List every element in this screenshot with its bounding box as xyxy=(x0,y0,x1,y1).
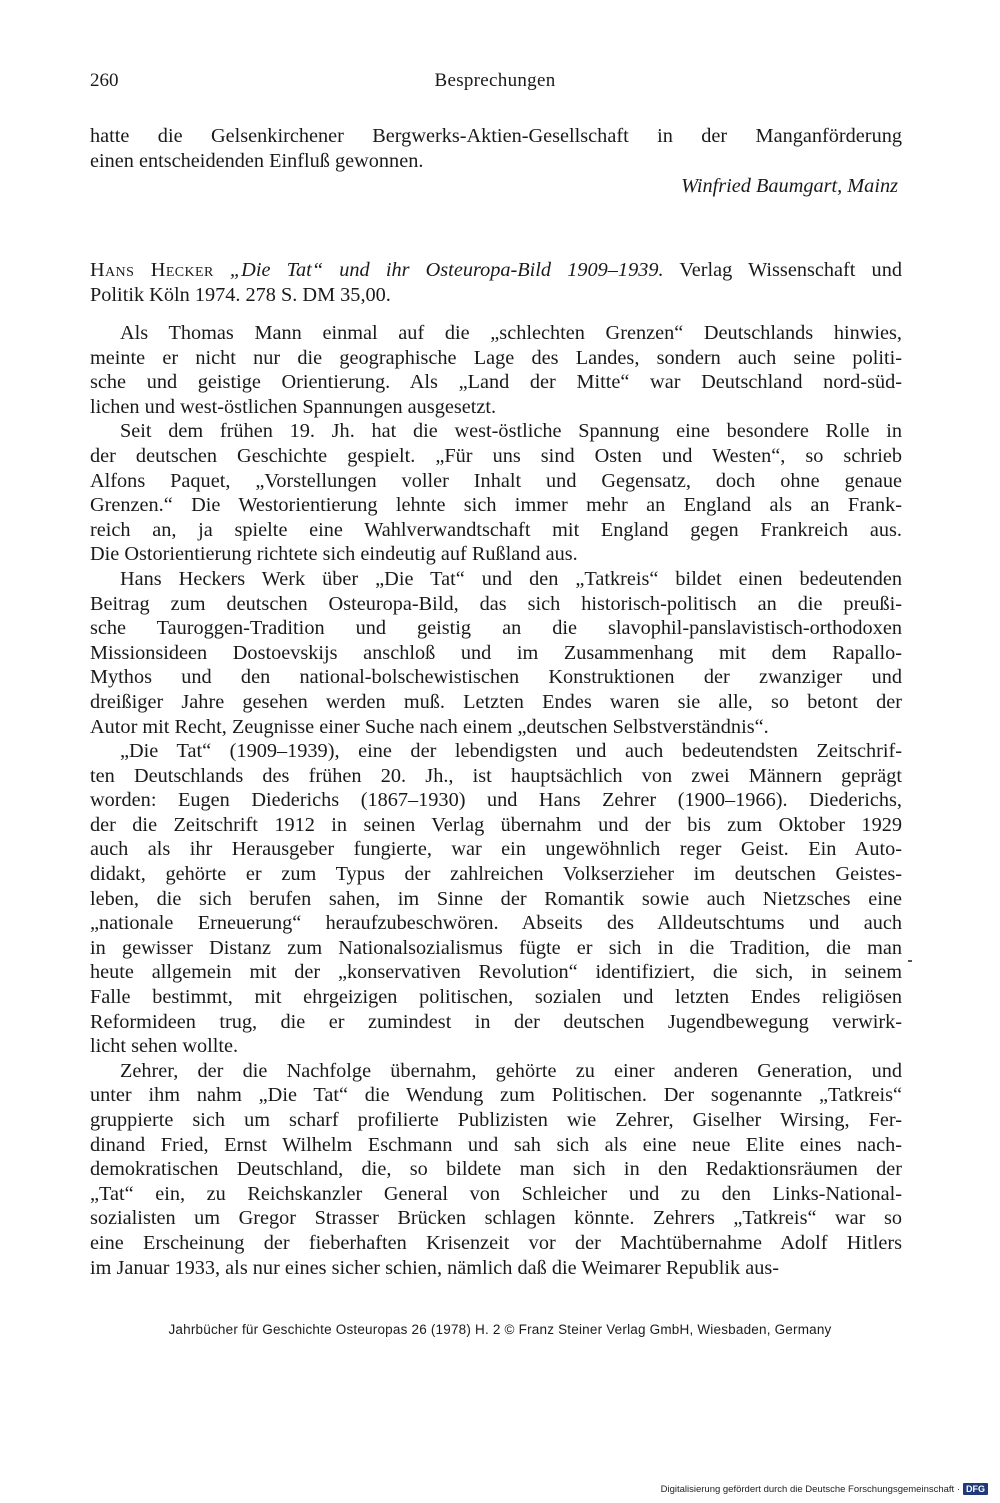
heading-line-2: Politik Köln 1974. 278 S. DM 35,00. xyxy=(90,283,391,306)
text-line: reich an, ja spielte eine Wahlverwandtschaft mit England gegen Frankreich aus. xyxy=(90,518,902,541)
text-line: leben, die sich berufen sahen, im Sinne der Romantik sowie auch Nietzsches eine xyxy=(90,887,902,910)
text-line: auch als ihr Herausgeber fungierte, war ein ungewöhnlich reger Geist. Ein Auto- xyxy=(90,838,902,861)
previous-review-ending xyxy=(90,124,902,173)
text-line: didakt, gehörte er zum Typus der zahlreichen Volkserzieher im deutschen Geistes- xyxy=(90,863,902,886)
text-line: dreißiger Jahre gesehen werden muß. Letzten Endes waren sie alle, so betont der xyxy=(90,690,902,713)
text-line: demokratischen Deutschland, die, so bildete man sich in den Redaktionsräumen der xyxy=(90,1158,902,1181)
text-line: „Tat“ ein, zu Reichskanzler General von Schleicher und zu den Links-National- xyxy=(90,1182,902,1205)
dfg-logo: DFG xyxy=(963,1483,988,1495)
heading-line-1 xyxy=(90,258,902,283)
text-line: der die Zeitschrift 1912 in seinen Verlag übernahm und der bis zum Oktober 1929 xyxy=(90,813,902,836)
text-line: meinte er nicht nur die geographische Lage des Landes, sondern auch seine politi- xyxy=(90,346,902,369)
text-line: Missionsideen Dostoevskijs anschloß und im Zusammenhang mit dem Rapallo- xyxy=(90,641,902,664)
text-line: in gewisser Distanz zum Nationalsozialismus fügte er sich in die Tradition, die man xyxy=(90,936,902,959)
margin-mark xyxy=(908,960,912,962)
text-line: Alfons Paquet, „Vorstellungen voller Inhalt und Gegensatz, doch ohne genaue xyxy=(90,469,902,492)
text-line: Die Ostorientierung richtete sich eindeutig auf Rußland aus. xyxy=(90,543,578,566)
text-line: Falle bestimmt, mit ehrgeizigen politischen, sozialen und letzten Endes religiösen xyxy=(90,986,902,1009)
text-line: „Die Tat“ (1909–1939), eine der lebendigsten und auch bedeutendsten Zeitschrif- xyxy=(120,740,902,763)
text-line: Grenzen.“ Die Westorientierung lehnte sich immer mehr an England als an Frank- xyxy=(90,494,902,517)
paragraph xyxy=(90,419,902,567)
text-line: Als Thomas Mann einmal auf die „schlechten Grenzen“ Deutschlands hinwies, xyxy=(120,322,902,344)
journal-citation: Jahrbücher für Geschichte Osteuropas 26 (1978) H. 2 © Franz Steiner Verlag GmbH, Wiesbaden, Germany xyxy=(168,1322,832,1337)
text-line: sche Tauroggen-Tradition und geistig an die slavophil-panslavistisch-orthodoxen xyxy=(90,617,902,640)
text-line: unter ihm nahm „Die Tat“ die Wendung zum Politischen. Der sogenannte „Tatkreis“ xyxy=(90,1084,902,1107)
paragraph xyxy=(90,1059,902,1280)
text-line: „nationale Erneuerung“ heraufzubeschwören. Abseits des Alldeutschtums und auch xyxy=(90,912,902,935)
text-line: heute allgemein mit der „konservativen Revolution“ identifiziert, die sich, in seinem xyxy=(90,961,902,984)
dfg-notice-text: Digitalisierung gefördert durch die Deutsche Forschungsgemeinschaft · xyxy=(660,1483,960,1495)
text-line: Zehrer, der die Nachfolge übernahm, gehörte zu einer anderen Generation, und xyxy=(120,1059,902,1082)
text-line: im Januar 1933, als nur eines sicher schien, nämlich daß die Weimarer Republik aus- xyxy=(90,1256,780,1279)
text-line: Beitrag zum deutschen Osteuropa-Bild, das sich historisch-politisch an die preußi- xyxy=(90,592,902,615)
text-line: Reformideen trug, die er zumindest in der deutschen Jugendbewegung verwirk- xyxy=(90,1010,902,1033)
text-line: gruppierte sich um scharf profilierte Publizisten wie Zehrer, Giselher Wirsing, Fer- xyxy=(90,1109,902,1131)
text-line: lichen und west-östlichen Spannungen ausgesetzt. xyxy=(90,395,497,418)
text-line: licht sehen wollte. xyxy=(90,1035,239,1058)
review-body xyxy=(90,321,902,1280)
review-author: Hans Hecker xyxy=(90,259,214,281)
paragraph xyxy=(90,567,902,739)
paragraph xyxy=(90,739,902,1059)
book-title: „Die Tat“ und ihr Osteuropa-Bild 1909–1939. xyxy=(229,259,664,281)
text-line: ten Deutschlands des frühen 20. Jh., ist hauptsächlich von zwei Männern geprägt xyxy=(90,764,902,787)
text-line: Autor mit Recht, Zeugnisse einer Suche nach einem „deutschen Selbstverständnis“. xyxy=(90,715,769,738)
paragraph xyxy=(90,321,902,419)
text-line: hatte die Gelsenkirchener Bergwerks-Aktien-Gesellschaft in der Manganförderung xyxy=(90,125,902,147)
text-line: sozialisten um Gregor Strasser Brücken schlagen könnte. Zehrers „Tatkreis“ war so xyxy=(90,1207,902,1230)
text-line: der deutschen Geschichte gespielt. „Für uns sind Osten und Westen“, so schrieb xyxy=(90,444,902,467)
dfg-notice xyxy=(661,1483,988,1495)
page-number: 260 xyxy=(90,70,119,91)
text-line: Hans Heckers Werk über „Die Tat“ und den „Tatkreis“ bildet einen bedeutenden xyxy=(120,567,902,590)
text-line: worden: Eugen Diederichs (1867–1930) und Hans Zehrer (1900–1966). Diederichs, xyxy=(90,789,902,812)
review-bibliographic-heading xyxy=(90,258,902,308)
publisher-info: Verlag Wissenschaft und xyxy=(679,259,902,281)
text-line: sche und geistige Orientierung. Als „Land der Mitte“ war Deutschland nord-süd- xyxy=(90,371,902,394)
running-head: Besprechungen xyxy=(434,70,556,91)
page-header xyxy=(90,70,900,100)
text-line: dinand Fried, Ernst Wilhelm Eschmann und sah sich als eine neue Elite eines nach- xyxy=(90,1133,902,1156)
text-line: Mythos und den national-bolschewistischen Konstruktionen der zwanziger und xyxy=(90,666,902,689)
text-line: einen entscheidenden Einfluß gewonnen. xyxy=(90,149,424,172)
text-line: Seit dem frühen 19. Jh. hat die west-östliche Spannung eine besondere Rolle in xyxy=(120,420,902,443)
text-line: eine Erscheinung der fieberhaften Krisenzeit vor der Machtübernahme Adolf Hitlers xyxy=(90,1231,902,1254)
reviewer-signature: Winfried Baumgart, Mainz xyxy=(681,175,898,197)
